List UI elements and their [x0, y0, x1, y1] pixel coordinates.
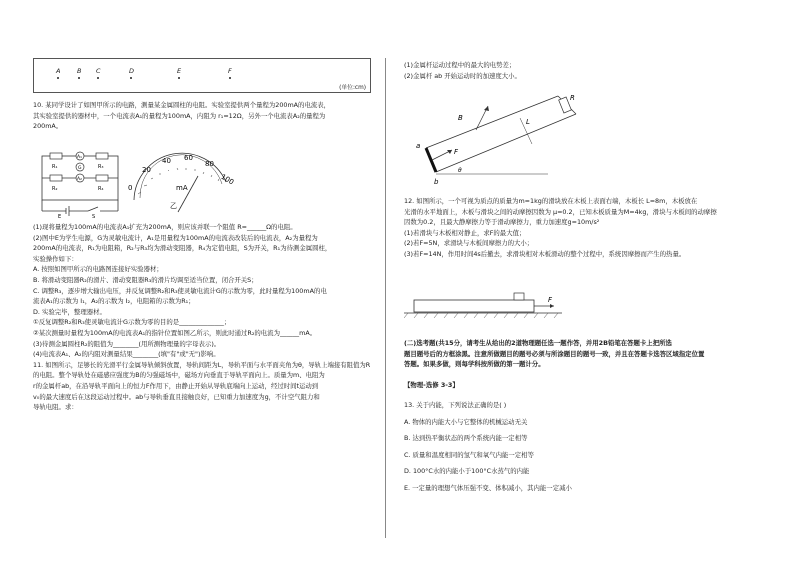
text-line: 的电阻。整个导轨处在磁感应强度为B的匀强磁场中，磁场方向垂直于导轨平面向上。质量为m、电阻为	[33, 371, 325, 380]
text-line: (1)若滑块与木板相对静止，求F的最大值；	[404, 228, 526, 237]
circuit-diagram	[36, 150, 126, 218]
incline-label-b-end: b	[434, 178, 439, 186]
text-line: 因数为0.2，且最大静摩擦力等于滑动摩擦力，重力加速度g=10m/s²	[404, 218, 600, 227]
text-line: (4)电流表A₁、A₂的内阻对测量结果________(填"有"或"无")影响。	[33, 350, 220, 359]
text-line: 11. 如图所示，足够长的光滑平行金属导轨倾斜放置，导轨间距为L，导轨平面与水平面夹角为θ，导轨上端接有阻值为R	[33, 360, 371, 369]
text-line: 10. 某同学设计了如图甲所示的电路，测量某金属圆柱的电阻。实验室提供两个量程为200mA的电流表，	[33, 101, 331, 109]
incline-label-f: F	[454, 148, 459, 156]
text-line: 题目题号后的方框涂黑。注意所做题目的题号必须与所涂题目的题号一致，并且在答题卡选答区域指定位置	[404, 349, 705, 358]
text-line: ②某次测量时量程为100mA的电流表A₁的指针位置如图乙所示，则此时通过R₂的电流为______mA。	[33, 328, 317, 337]
ruler-dot	[178, 77, 180, 79]
circuit-label-r4: R₄	[98, 186, 104, 192]
q11-parts	[404, 60, 521, 81]
meter-tick-label: 60	[184, 154, 193, 162]
q13-body	[404, 400, 572, 494]
meter-tick-label: 100	[219, 172, 236, 187]
text-line: ①反复调整R₂和R₃使灵敏电流计G示数为零的目的是______________；	[33, 318, 231, 327]
text-line: 200mA。	[33, 122, 63, 131]
incline-label-l: L	[526, 118, 530, 126]
text-line: 流表A₁的示数为 I₁，A₂的示数为 I₂，电阻箱的示数为R₁；	[33, 297, 195, 306]
incline-label-b-field: B	[458, 114, 463, 122]
text-line: (2)若F=5N，求滑块与木板间摩擦力的大小；	[404, 239, 534, 248]
circuit-label-s: S	[92, 214, 96, 218]
column-divider	[385, 58, 386, 538]
text-line: (2)图中E为学生电源，G为灵敏电流计，A₁是用量程为100mA的电流表改装后的电流表，A₂为量程为	[33, 233, 318, 242]
text-line: (3)待测金属圆柱R₂的阻值为________(用所测物理量的字母表示)。	[33, 339, 221, 348]
option-c: C. 质量和温度相同的氢气和氧气内能一定相等	[404, 450, 534, 459]
ruler-dot	[97, 77, 99, 79]
meter-tick-label: 20	[142, 166, 151, 174]
ruler-dot	[57, 77, 59, 79]
text-line: (1)金属杆运动过程中的最大的电势差；	[404, 61, 516, 69]
ruler-dot	[229, 77, 231, 79]
elective-section	[404, 380, 459, 391]
incline-label-a: a	[416, 142, 421, 150]
text-line: r的金属杆ab，在沿导轨平面向上的恒力F作用下，由静止开始从导轨底端向上运动，经过时间t运动到	[33, 381, 319, 390]
text-line: v₀的最大速度后在这段运动过程中。ab与导轨垂直且接触良好，已知重力加速度为g，不计空气阻力和	[33, 392, 320, 401]
board-block-diagram	[404, 292, 564, 322]
meter-tick-label: 80	[205, 160, 214, 168]
ammeter-dial	[126, 150, 236, 218]
circuit-label-r3: R₃	[98, 164, 104, 170]
text-line: 导轨电阻。求：	[33, 403, 78, 412]
text-line: 13. 关于内能，下列说法正确的是( )	[404, 401, 507, 409]
meter-tick-label: 0	[128, 184, 133, 192]
text-line: (2)金属杆 ab 开始运动时的加速度大小。	[404, 71, 521, 80]
ruler-figure	[33, 58, 371, 93]
text-line: 实验操作如下：	[33, 254, 78, 263]
circuit-label-a1: A₁	[77, 155, 82, 160]
text-line: 答题。如果多做，则每学科按所做的第一题计分。	[404, 360, 545, 369]
option-e: E. 一定量的理想气体压强不变、体积减小，其内能一定减小	[404, 483, 572, 492]
ruler-dot	[78, 77, 80, 79]
ruler-label-f: F	[228, 67, 232, 75]
ruler-label-a: A	[56, 67, 61, 75]
board-label-f: F	[548, 296, 553, 304]
incline-rails-diagram	[408, 84, 588, 190]
circuit-label-a2: A₂	[77, 177, 82, 182]
circuit-label-e: E	[58, 214, 62, 218]
meter-caption: 乙	[170, 202, 177, 210]
q12-body	[404, 196, 717, 260]
incline-label-r: R	[570, 94, 575, 102]
q10-intro	[33, 100, 330, 132]
text-line: (3)若F=14N，作用时间4s后撤去，求滑块相对木板滑动的整个过程中，系统因摩擦而产生的热量。	[404, 249, 686, 258]
text-line: 其实验室提供的器材中，一个电流表A₁的量程为100mA，内阻为 r₁=12Ω，另外一个电流表A₂的量程为	[33, 111, 326, 120]
option-a: A. 物体的内能大小与它整体的机械运动无关	[404, 417, 528, 426]
ruler-label-b: B	[77, 67, 82, 75]
text-line: A. 按照如图甲所示的电路图连接好实验器材；	[33, 265, 163, 274]
circuit-label-r1: R₁	[52, 164, 58, 170]
elective-instructions	[404, 338, 704, 370]
text-line: 200mA的电流表，R₁为电阻箱，R₂与R₃均为滑动变阻器，R₄为定值电阻，S为开关，R₁为待测金属圆柱，	[33, 244, 332, 253]
ruler-label-c: C	[96, 67, 101, 75]
incline-label-theta: θ	[458, 167, 462, 174]
circuit-label-r2: R₂	[52, 186, 58, 192]
text-line: 光滑的水平地面上，木板与滑块之间的动摩擦因数为 μ=0.2，已知木板质量为M=4kg，滑块与木板间的动摩擦	[404, 207, 717, 216]
q10-body	[33, 222, 370, 413]
text-line: (1)现将量程为100mA的电流表A₁扩充为200mA，则应该并联一个阻值 R=______Ω的电阻。	[33, 223, 297, 231]
ruler-unit: (单位:cm)	[339, 85, 366, 91]
text-line: D. 实验完毕，整理器材。	[33, 307, 106, 316]
text-line: B. 将滑动变阻器R₂的滑片、滑动变阻器R₃的滑片均调至适当位置，闭合开关S；	[33, 275, 258, 284]
section-title: 【物理-选修 3-3】	[404, 381, 459, 389]
ruler-dot	[130, 77, 132, 79]
ruler-label-e: E	[177, 67, 182, 75]
option-d: D. 100°C水的内能小于100°C水蒸气的内能	[404, 467, 530, 476]
option-b: B. 达到热平衡状态的两个系统内能一定相等	[404, 434, 528, 443]
text-line: (二)选考题(共15分，请考生从给出的2道物理题任选一题作答，并用2B铅笔在答题卡上把所选	[404, 339, 672, 347]
meter-unit: mA	[176, 184, 188, 192]
text-line: 12. 如图所示，一个可视为质点的质量为m=1kg的滑块放在木板上表面右端，木板长 L=8m，木板放在	[404, 197, 698, 205]
circuit-label-g: G	[78, 166, 82, 171]
ruler-label-d: D	[129, 67, 135, 75]
text-line: C. 调整R₃，逐步增大输出电压，并反复调整R₂和R₃使灵敏电流计G的示数为零，此时量程为100mA的电	[33, 286, 327, 295]
meter-tick-label: 40	[162, 157, 171, 165]
